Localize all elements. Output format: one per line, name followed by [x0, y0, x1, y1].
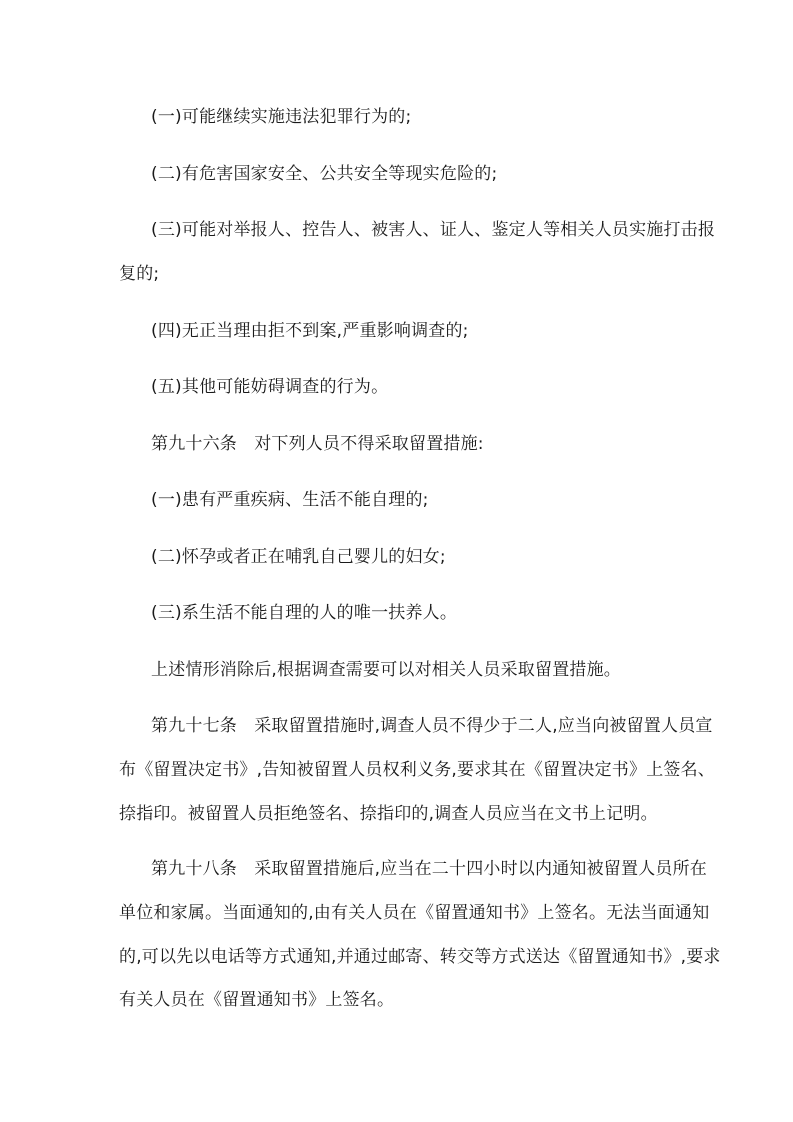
article-98-line-1: 第九十八条 采取留置措施后,应当在二十四小时以内通知被留置人员所在	[151, 859, 708, 879]
article-96-item-2: (二)怀孕或者正在哺乳自己婴儿的妇女;	[151, 547, 446, 567]
item-1-continuing-crime: (一)可能继续实施违法犯罪行为的;	[151, 107, 412, 127]
article-98-line-3: 的,可以先以电话等方式通知,并通过邮寄、转交等方式送达《留置通知书》,要求	[119, 947, 721, 967]
article-96-item-3: (三)系生活不能自理的人的唯一扶养人。	[151, 603, 458, 623]
article-96-item-1: (一)患有严重疾病、生活不能自理的;	[151, 490, 429, 510]
item-5-obstruct: (五)其他可能妨碍调查的行为。	[151, 377, 389, 397]
item-3-retaliation-line-1: (三)可能对举报人、控告人、被害人、证人、鉴定人等相关人员实施打击报	[151, 220, 716, 240]
article-97-line-2: 布《留置决定书》,告知被留置人员权利义务,要求其在《留置决定书》上签名、	[119, 760, 716, 780]
article-96-heading: 第九十六条 对下列人员不得采取留置措施:	[151, 434, 484, 454]
article-97-line-1: 第九十七条 采取留置措施时,调查人员不得少于二人,应当向被留置人员宣	[151, 716, 713, 736]
article-96-closing: 上述情形消除后,根据调查需要可以对相关人员采取留置措施。	[151, 660, 622, 680]
item-4-refuse-appear: (四)无正当理由拒不到案,严重影响调查的;	[151, 321, 469, 341]
item-2-security-danger: (二)有危害国家安全、公共安全等现实危险的;	[151, 164, 498, 184]
article-98-line-2: 单位和家属。当面通知的,由有关人员在《留置通知书》上签名。无法当面通知	[119, 903, 710, 923]
article-98-line-4: 有关人员在《留置通知书》上签名。	[119, 990, 395, 1010]
item-3-retaliation-line-2: 复的;	[119, 264, 160, 284]
article-97-line-3: 捺指印。被留置人员拒绝签名、捺指印的,调查人员应当在文书上记明。	[119, 804, 658, 824]
